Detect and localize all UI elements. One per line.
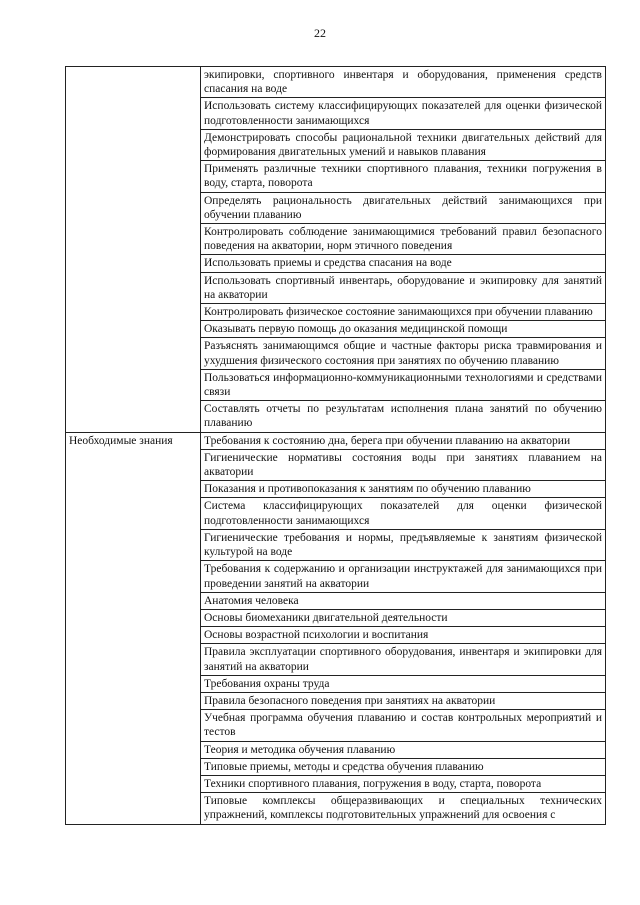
requirement-item: Показания и противопоказания к занятиям по обучению плаванию <box>201 481 606 498</box>
table-row <box>66 432 606 449</box>
requirement-item: Разъяснять занимающимся общие и частные факторы риска травмирования и ухудшения физического состояния при занятиях по обучению плаванию <box>201 338 606 369</box>
requirement-item: экипировки, спортивного инвентаря и оборудования, применения средств спасания на воде <box>201 67 606 98</box>
requirement-item: Использовать спортивный инвентарь, оборудование и экипировку для занятий на акватории <box>201 272 606 303</box>
requirements-table-body <box>66 67 606 825</box>
requirement-item: Техники спортивного плавания, погружения в воду, старта, поворота <box>201 775 606 792</box>
requirements-table <box>65 66 606 825</box>
requirement-item: Составлять отчеты по результатам исполнения плана занятий по обучению плаванию <box>201 401 606 432</box>
section-label: Необходимые знания <box>66 432 201 824</box>
requirement-item: Применять различные техники спортивного плавания, техники погружения в воду, старта, поворота <box>201 161 606 192</box>
requirement-item: Основы биомеханики двигательной деятельности <box>201 609 606 626</box>
requirement-item: Учебная программа обучения плаванию и состав контрольных мероприятий и тестов <box>201 710 606 741</box>
requirement-item: Гигиенические требования и нормы, предъявляемые к занятиям физической культурой на воде <box>201 529 606 560</box>
requirement-item: Система классифицирующих показателей для оценки физической подготовленности занимающихся <box>201 498 606 529</box>
requirement-item: Пользоваться информационно-коммуникационными технологиями и средствами связи <box>201 369 606 400</box>
requirement-item: Основы возрастной психологии и воспитания <box>201 627 606 644</box>
requirement-item: Контролировать физическое состояние занимающихся при обучении плаванию <box>201 304 606 321</box>
requirement-item: Требования к состоянию дна, берега при обучении плаванию на акватории <box>201 432 606 449</box>
table-row <box>66 67 606 98</box>
requirement-item: Определять рациональность двигательных действий занимающихся при обучении плаванию <box>201 192 606 223</box>
requirement-item: Использовать приемы и средства спасания на воде <box>201 255 606 272</box>
requirement-item: Правила безопасного поведения при занятиях на акватории <box>201 692 606 709</box>
requirement-item: Оказывать первую помощь до оказания медицинской помощи <box>201 321 606 338</box>
requirement-item: Контролировать соблюдение занимающимися требований правил безопасного поведения на акватории, норм этичного поведения <box>201 224 606 255</box>
requirement-item: Использовать систему классифицирующих показателей для оценки физической подготовленности занимающихся <box>201 98 606 129</box>
requirement-item: Демонстрировать способы рациональной техники двигательных действий для формирования двигательных умений и навыков плавания <box>201 129 606 160</box>
requirement-item: Типовые приемы, методы и средства обучения плаванию <box>201 758 606 775</box>
requirement-item: Типовые комплексы общеразвивающих и специальных технических упражнений, комплексы подготовительных упражнений для освоения с <box>201 793 606 824</box>
requirement-item: Требования к содержанию и организации инструктажей для занимающихся при проведении занятий на акватории <box>201 561 606 592</box>
requirement-item: Требования охраны труда <box>201 675 606 692</box>
section-label <box>66 67 201 433</box>
requirement-item: Теория и методика обучения плаванию <box>201 741 606 758</box>
requirement-item: Правила эксплуатации спортивного оборудования, инвентаря и экипировки для занятий на акватории <box>201 644 606 675</box>
requirement-item: Гигиенические нормативы состояния воды при занятиях плаванием на акватории <box>201 449 606 480</box>
page-number: 22 <box>314 26 326 40</box>
requirement-item: Анатомия человека <box>201 592 606 609</box>
